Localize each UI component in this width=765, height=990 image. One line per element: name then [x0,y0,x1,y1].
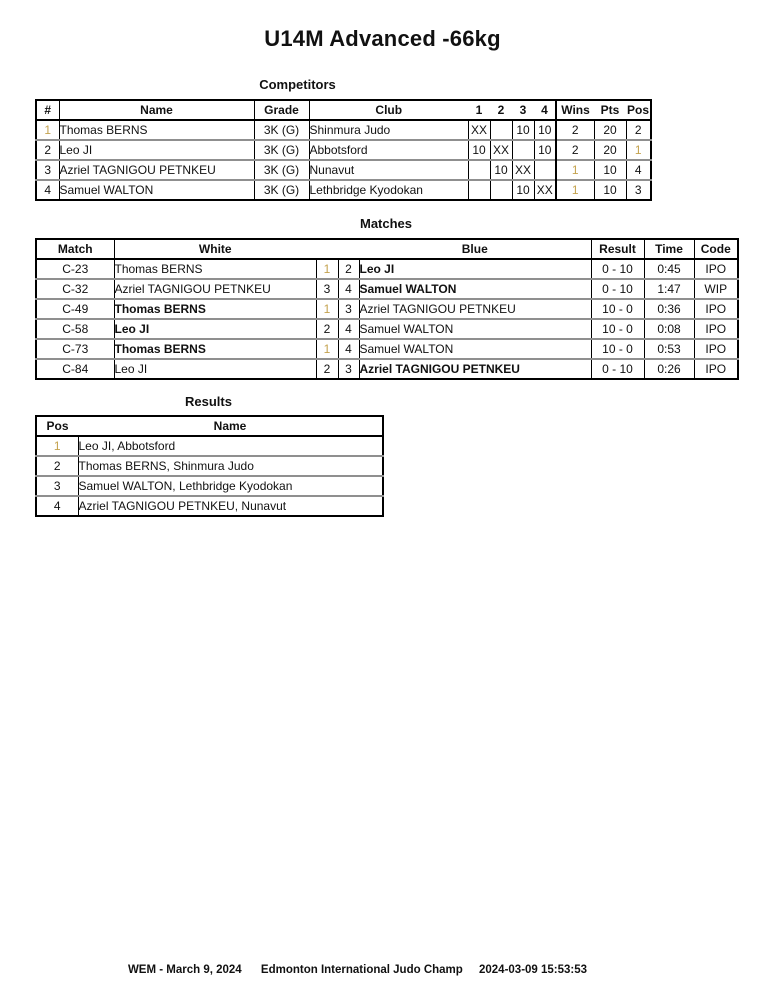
col-header-name: Name [78,416,383,436]
results-heading: Results [185,394,232,409]
col-header-match: Match [36,239,114,259]
result-name: Leo JI, Abbotsford [78,436,383,456]
competitor-grade: 3K (G) [254,140,309,160]
match-row [36,339,738,359]
result-pos: 1 [36,436,78,456]
match-result: 10 - 0 [591,339,644,359]
blue-number: 3 [338,299,359,319]
competitor-pts: 10 [594,180,626,200]
competitor-grade: 3K (G) [254,120,309,140]
match-time: 0:08 [644,319,694,339]
blue-competitor: Leo JI [359,259,591,279]
competitor-row [36,160,651,180]
col-header-grade: Grade [254,100,309,120]
matches-heading: Matches [359,216,413,231]
match-time: 0:36 [644,299,694,319]
results-header-row [36,416,383,436]
matrix-cell: XX [512,160,534,180]
matrix-cell [490,180,512,200]
competitor-grade: 3K (G) [254,160,309,180]
white-number: 1 [316,299,338,319]
matrix-cell: XX [490,140,512,160]
results-table [35,415,384,517]
competitor-pts: 20 [594,140,626,160]
matrix-cell [534,160,556,180]
match-id: C-49 [36,299,114,319]
col-header-result: Result [591,239,644,259]
blue-competitor: Samuel WALTON [359,339,591,359]
match-code: IPO [694,259,738,279]
matrix-cell: 10 [534,140,556,160]
white-number: 1 [316,339,338,359]
competitor-name: Samuel WALTON [59,180,254,200]
result-name: Samuel WALTON, Lethbridge Kyodokan [78,476,383,496]
match-id: C-84 [36,359,114,379]
matrix-cell: 10 [534,120,556,140]
competitor-wins: 2 [556,120,594,140]
matrix-cell [468,160,490,180]
blue-number: 4 [338,279,359,299]
competitors-header-row [36,100,651,120]
result-pos: 4 [36,496,78,516]
blue-number: 4 [338,319,359,339]
match-result: 10 - 0 [591,299,644,319]
match-time: 0:53 [644,339,694,359]
competitor-club: Abbotsford [309,140,468,160]
match-result: 10 - 0 [591,319,644,339]
competitor-pos: 4 [626,160,651,180]
match-time: 0:26 [644,359,694,379]
match-row [36,319,738,339]
match-time: 0:45 [644,259,694,279]
competitor-club: Shinmura Judo [309,120,468,140]
col-header-wins: Wins [556,100,594,120]
white-number: 2 [316,359,338,379]
col-header-club: Club [309,100,468,120]
footer-tournament: Edmonton International Judo Champ [260,964,463,976]
match-code: IPO [694,299,738,319]
competitor-pos: 3 [626,180,651,200]
match-id: C-23 [36,259,114,279]
blue-competitor: Azriel TAGNIGOU PETNKEU [359,299,591,319]
matrix-cell: XX [534,180,556,200]
footer-event: WEM - March 9, 2024 [127,964,242,976]
match-result: 0 - 10 [591,279,644,299]
competitor-number: 2 [36,140,59,160]
col-header-number: # [36,100,59,120]
col-header-opp2: 2 [490,100,512,120]
blue-competitor: Azriel TAGNIGOU PETNKEU [359,359,591,379]
match-row [36,259,738,279]
white-competitor: Leo JI [114,319,316,339]
page-footer [35,964,680,976]
matches-table [35,238,739,380]
col-header-wnum [316,239,338,259]
match-row [36,279,738,299]
matrix-cell: 10 [512,180,534,200]
competitor-grade: 3K (G) [254,180,309,200]
white-competitor: Thomas BERNS [114,339,316,359]
col-header-blue: Blue [359,239,591,259]
competitors-table [35,99,652,201]
competitors-heading: Competitors [259,77,336,92]
blue-competitor: Samuel WALTON [359,279,591,299]
match-id: C-32 [36,279,114,299]
col-header-bnum [338,239,359,259]
footer-timestamp: 2024-03-09 15:53:53 [479,964,588,976]
match-row [36,359,738,379]
competitor-row [36,120,651,140]
match-time: 1:47 [644,279,694,299]
matrix-cell: 10 [490,160,512,180]
result-pos: 3 [36,476,78,496]
col-header-opp4: 4 [534,100,556,120]
match-result: 0 - 10 [591,359,644,379]
match-code: WIP [694,279,738,299]
competitor-row [36,180,651,200]
matrix-cell: 10 [468,140,490,160]
col-header-code: Code [694,239,738,259]
result-row [36,496,383,516]
result-row [36,456,383,476]
competitor-pts: 10 [594,160,626,180]
result-pos: 2 [36,456,78,476]
matrix-cell: XX [468,120,490,140]
col-header-pts: Pts [594,100,626,120]
white-number: 3 [316,279,338,299]
competitor-number: 1 [36,120,59,140]
match-code: IPO [694,339,738,359]
blue-competitor: Samuel WALTON [359,319,591,339]
competitor-number: 4 [36,180,59,200]
result-name: Azriel TAGNIGOU PETNKEU, Nunavut [78,496,383,516]
blue-number: 4 [338,339,359,359]
match-id: C-58 [36,319,114,339]
col-header-white: White [114,239,316,259]
competitor-name: Thomas BERNS [59,120,254,140]
competitor-club: Nunavut [309,160,468,180]
white-number: 2 [316,319,338,339]
match-code: IPO [694,319,738,339]
competitor-name: Azriel TAGNIGOU PETNKEU [59,160,254,180]
competitor-number: 3 [36,160,59,180]
col-header-opp3: 3 [512,100,534,120]
col-header-time: Time [644,239,694,259]
blue-number: 3 [338,359,359,379]
matrix-cell [512,140,534,160]
matrix-cell: 10 [512,120,534,140]
white-competitor: Azriel TAGNIGOU PETNKEU [114,279,316,299]
result-row [36,476,383,496]
white-number: 1 [316,259,338,279]
page-title: U14M Advanced -66kg [264,26,501,51]
col-header-pos: Pos [36,416,78,436]
result-row [36,436,383,456]
competitor-pts: 20 [594,120,626,140]
white-competitor: Leo JI [114,359,316,379]
match-result: 0 - 10 [591,259,644,279]
matches-header-row [36,239,738,259]
competitor-wins: 2 [556,140,594,160]
competitor-pos: 1 [626,140,651,160]
white-competitor: Thomas BERNS [114,299,316,319]
competitor-wins: 1 [556,160,594,180]
col-header-name: Name [59,100,254,120]
competitor-row [36,140,651,160]
competitor-pos: 2 [626,120,651,140]
competitor-name: Leo JI [59,140,254,160]
competitor-wins: 1 [556,180,594,200]
competitor-club: Lethbridge Kyodokan [309,180,468,200]
blue-number: 2 [338,259,359,279]
match-code: IPO [694,359,738,379]
matrix-cell [468,180,490,200]
match-id: C-73 [36,339,114,359]
white-competitor: Thomas BERNS [114,259,316,279]
match-row [36,299,738,319]
matrix-cell [490,120,512,140]
col-header-pos: Pos [626,100,651,120]
result-name: Thomas BERNS, Shinmura Judo [78,456,383,476]
col-header-opp1: 1 [468,100,490,120]
